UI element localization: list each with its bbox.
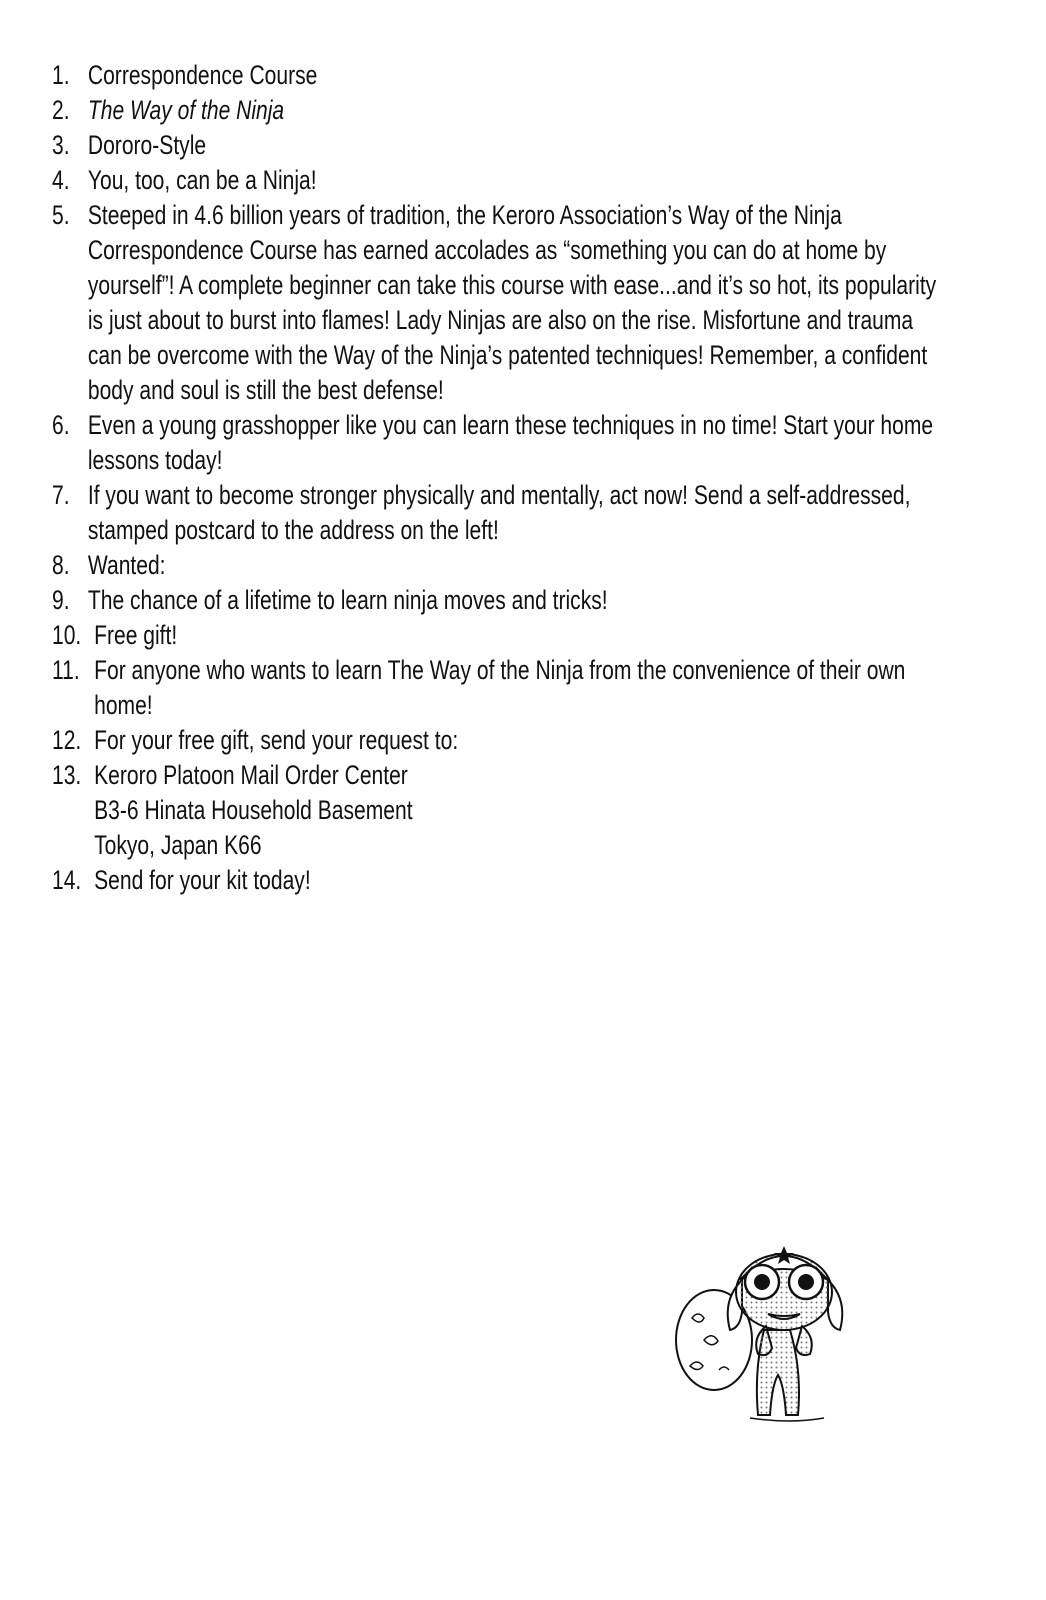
note-number: 7.	[52, 480, 70, 510]
note-item	[52, 198, 949, 408]
address-line: Tokyo, Japan K66	[94, 830, 262, 860]
note-number: 5.	[52, 200, 70, 230]
note-number: 6.	[52, 410, 70, 440]
note-number: 1.	[52, 60, 70, 90]
address-line: Keroro Platoon Mail Order Center	[94, 760, 408, 790]
note-item	[52, 583, 949, 618]
note-text: Free gift!	[94, 620, 178, 650]
note-number: 12.	[52, 725, 82, 755]
translation-notes	[52, 58, 952, 898]
note-text: Dororo-Style	[87, 130, 207, 160]
note-item	[52, 548, 949, 583]
note-text: You, too, can be a Ninja!	[87, 165, 317, 195]
note-item	[52, 93, 949, 128]
note-number: 11.	[52, 655, 80, 685]
note-item	[52, 163, 949, 198]
note-item	[52, 723, 949, 758]
note-number: 14.	[52, 865, 82, 895]
note-text: If you want to become stronger physically and mentally, act now! Send a self-addressed, stamped postcard to the address on the left!	[87, 480, 911, 545]
note-text: The Way of the Ninja	[87, 95, 285, 125]
note-number: 10.	[52, 620, 82, 650]
mailing-address	[94, 758, 949, 863]
note-text: Wanted:	[87, 550, 166, 580]
address-line: B3-6 Hinata Household Basement	[94, 795, 413, 825]
note-text: For anyone who wants to learn The Way of the Ninja from the convenience of their own home!	[94, 655, 906, 720]
note-text: Steeped in 4.6 billion years of tradition, the Keroro Association’s Way of the Ninja Correspondence Course has earned accolades as “something you can do at home by yourself”! A complete beginner can take this course with ease...and it’s so hot, its popularity is just about to burst into flames! Lady Ninjas are also on the rise. Misfortune and trauma can be overcome with the Way of the Ninja’s patented techniques! Remember, a confident body and soul is still the best defense!	[87, 200, 937, 405]
note-number: 2.	[52, 95, 70, 125]
note-item	[52, 618, 949, 653]
note-item	[52, 128, 949, 163]
note-item	[52, 653, 949, 723]
note-text: The chance of a lifetime to learn ninja moves and tricks!	[87, 585, 608, 615]
note-item	[52, 408, 949, 478]
note-number: 4.	[52, 165, 70, 195]
note-item-address	[52, 758, 949, 863]
note-text: Correspondence Course	[87, 60, 318, 90]
frog-ninja-with-sack-icon	[664, 1230, 894, 1430]
note-number: 8.	[52, 550, 70, 580]
note-number: 9.	[52, 585, 70, 615]
note-text: Send for your kit today!	[94, 865, 311, 895]
note-number: 13.	[52, 760, 82, 790]
note-text: For your free gift, send your request to:	[94, 725, 459, 755]
note-number: 3.	[52, 130, 70, 160]
note-item	[52, 58, 949, 93]
note-item	[52, 863, 949, 898]
note-item	[52, 478, 949, 548]
note-text: Even a young grasshopper like you can learn these techniques in no time! Start your home lessons today!	[87, 410, 934, 475]
